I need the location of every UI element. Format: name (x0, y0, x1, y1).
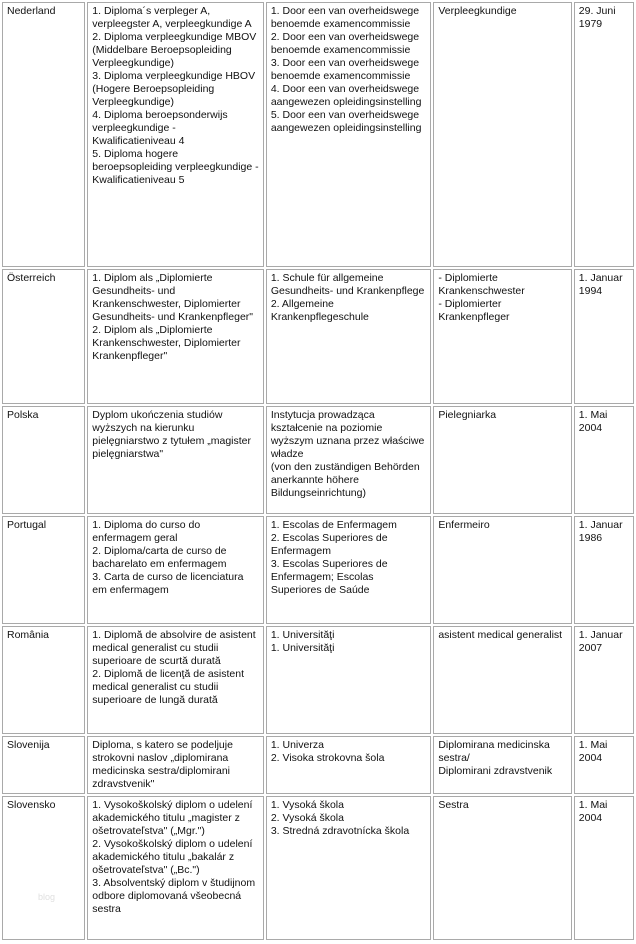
table-row (2, 736, 634, 794)
diplomas-cell: 1. Vysokoškolský diplom o udelení akademického titulu „magister z ošetrovateľstva" („Mgr.") 2. Vysokoškolský diplom o udelení akademického titulu „bakalár z ošetrovateľstva" („Bc.") 3. Absolventský diplom v študijnom odbore diplomovaná všeobecná sestra (87, 796, 264, 940)
country-cell: Slovenija (2, 736, 85, 794)
awarding-body-cell: 1. Vysoká škola 2. Vysoká škola 3. Stredná zdravotnícka škola (266, 796, 432, 940)
country-cell: Polska (2, 406, 85, 514)
reference-date-cell: 1. Mai 2004 (574, 796, 634, 940)
country-cell: Nederland (2, 2, 85, 267)
table-row (2, 269, 634, 404)
reference-date-cell: 1. Januar 2007 (574, 626, 634, 734)
country-cell: România (2, 626, 85, 734)
professional-title-cell: Pielegniarka (433, 406, 571, 514)
blog-watermark: blog (38, 892, 56, 902)
reference-date-cell: 29. Juni 1979 (574, 2, 634, 267)
table-row (2, 516, 634, 624)
country-cell: Portugal (2, 516, 85, 624)
awarding-body-cell: 1. Univerza 2. Visoka strokovna šola (266, 736, 432, 794)
diplomas-cell: 1. Diplomă de absolvire de asistent medical generalist cu studii superioare de scurtă durată 2. Diplomă de licenţă de asistent medical generalist cu studii superioare de lungă durată (87, 626, 264, 734)
table-row (2, 2, 634, 267)
diplomas-cell: 1. Diploma´s verpleger A, verpleegster A, verpleegkundige A 2. Diploma verpleegkundige MBOV (Middelbare Beroepsopleiding Verpleegkundige) 3. Diploma verpleegkundige HBOV (Hogere Beroepsopleiding Verpleegkundige) 4. Diploma beroepsonderwijs verpleegkundige - Kwalificatieniveau 4 5. Diploma hogere beroepsopleiding verpleegkundige - Kwalificatieniveau 5 (87, 2, 264, 267)
country-cell: Österreich (2, 269, 85, 404)
professional-title-cell: Verpleegkundige (433, 2, 571, 267)
diplomas-cell: Dyplom ukończenia studiów wyższych na kierunku pielęgniarstwo z tytułem „magister pielęgniarstwa" (87, 406, 264, 514)
table-row (2, 796, 634, 940)
awarding-body-cell: 1. Door een van overheidswege benoemde examencommissie 2. Door een van overheidswege benoemde examencommissie 3. Door een van overheidswege benoemde examencommissie 4. Door een van overheidswege aangewezen opleidingsinstelling 5. Door een van overheidswege aangewezen opleidingsinstelling (266, 2, 432, 267)
professional-title-cell: Enfermeiro (433, 516, 571, 624)
diplomas-cell: 1. Diplom als „Diplomierte Gesundheits- und Krankenschwester, Diplomierter Gesundheits- und Krankenpfleger" 2. Diplom als „Diplomierte Krankenschwester, Diplomierter Krankenpfleger" (87, 269, 264, 404)
reference-date-cell: 1. Januar 1986 (574, 516, 634, 624)
diplomas-cell: Diploma, s katero se podeljuje strokovni naslov „diplomirana medicinska sestra/diplomirani zdravstvenik" (87, 736, 264, 794)
professional-title-cell: Diplomirana medicinska sestra/ Diplomirani zdravstvenik (433, 736, 571, 794)
reference-date-cell: 1. Mai 2004 (574, 736, 634, 794)
professional-title-cell: Sestra (433, 796, 571, 940)
diplomas-cell: 1. Diploma do curso do enfermagem geral 2. Diploma/carta de curso de bacharelato em enfermagem 3. Carta de curso de licenciatura em enfermagem (87, 516, 264, 624)
reference-date-cell: 1. Mai 2004 (574, 406, 634, 514)
professional-title-cell: asistent medical generalist (433, 626, 571, 734)
awarding-body-cell: 1. Schule für allgemeine Gesundheits- und Krankenpflege 2. Allgemeine Krankenpflegeschule (266, 269, 432, 404)
professional-title-cell: - Diplomierte Krankenschwester - Diplomierter Krankenpfleger (433, 269, 571, 404)
table-row (2, 406, 634, 514)
awarding-body-cell: 1. Universităţi 1. Universităţi (266, 626, 432, 734)
table-row (2, 626, 634, 734)
reference-date-cell: 1. Januar 1994 (574, 269, 634, 404)
awarding-body-cell: Instytucja prowadząca kształcenie na poziomie wyższym uznana przez właściwe władze (von den zuständigen Behörden anerkannte höhere Bildungseinrichtung) (266, 406, 432, 514)
awarding-body-cell: 1. Escolas de Enfermagem 2. Escolas Superiores de Enfermagem 3. Escolas Superiores de Enfermagem; Escolas Superiores de Saúde (266, 516, 432, 624)
country-cell: Slovensko (2, 796, 85, 940)
